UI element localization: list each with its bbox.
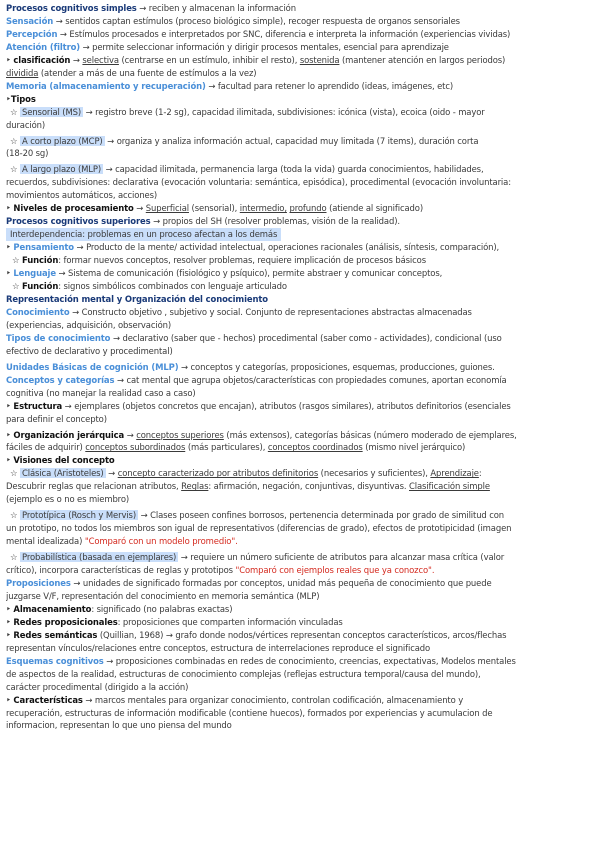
arrow-icon: →	[116, 374, 124, 385]
label-organizacion: Organización jerárquica	[13, 429, 125, 440]
text: Constructo objetivo , subjetivo y social. Conjunto de representaciones abstractas almacenadas	[81, 306, 472, 317]
text: sentidos captan estímulos (proceso biológico simple), recoger respuesta de organos sensoriales	[65, 15, 460, 26]
line-caracteristicas-cont	[6, 707, 594, 720]
line-probabilistica-cont	[6, 564, 594, 577]
arrow-icon: →	[85, 694, 93, 705]
text: efectivo de declarativo y procedimental)	[6, 345, 173, 356]
text: Producto de la mente/ actividad intelectual, operaciones racionales (análisis, síntesis, comparación),	[86, 242, 500, 253]
star-icon: ☆	[10, 468, 18, 479]
text: requiere un número suficiente de atributos para alcanzar masa crítica (valor	[190, 552, 505, 563]
label-almacenamiento: Almacenamiento	[13, 603, 92, 614]
line-interdependencia	[6, 228, 594, 241]
star-icon: ☆	[10, 106, 18, 117]
line-esquemas	[6, 655, 594, 668]
text: duración)	[6, 119, 46, 130]
text: (más extensos), categorías básicas (número moderado de ejemplares,	[226, 429, 517, 440]
quote-ejemplos-reales: "Comparó con ejemplos reales que ya conozco".	[235, 565, 435, 576]
term-conocimiento: Conocimiento	[6, 306, 70, 317]
label-visiones: Visiones del concepto	[13, 455, 115, 466]
line-percepcion	[6, 28, 594, 41]
bullet-icon: ‣	[6, 629, 11, 640]
label-funcion: Función	[22, 255, 59, 266]
term-lenguaje: Lenguaje	[13, 268, 56, 279]
arrow-icon: →	[105, 164, 113, 175]
bullet-icon: ‣	[6, 268, 11, 279]
text: : proposiciones que comparten información vinculadas	[117, 616, 343, 627]
line-esquemas-cont	[6, 668, 594, 681]
line-largo-cont2	[6, 189, 594, 202]
line-largo	[6, 163, 594, 176]
arrow-icon: →	[85, 106, 93, 117]
text: crítico), incorpora características de reglas y prototipos	[6, 565, 233, 576]
line-tipos	[6, 93, 594, 106]
line-organizacion-cont	[6, 441, 594, 454]
term-memoria: Memoria (almacenamiento y recuperación)	[6, 80, 206, 91]
arrow-icon: →	[73, 577, 81, 588]
line-conceptos-cont	[6, 387, 594, 400]
star-icon: ☆	[12, 281, 20, 292]
star-icon: ☆	[10, 552, 18, 563]
line-procesos-simples	[6, 2, 594, 15]
arrow-icon: →	[153, 216, 161, 227]
text: fáciles de adquirir)	[6, 442, 83, 453]
heading-representacion: Representación mental y Organización del conocimiento	[6, 293, 268, 304]
underlined-dividida: dividida	[6, 67, 39, 78]
term-unidades-basicas: Unidades Básicas de cognición (MLP)	[6, 361, 179, 372]
arrow-icon: →	[55, 15, 63, 26]
line-clasica-cont2	[6, 493, 594, 506]
label-funcion: Función	[22, 281, 59, 292]
line-esquemas-cont2	[6, 681, 594, 694]
underlined-superficial: Superficial	[145, 203, 189, 214]
bullet-icon: ‣	[6, 400, 11, 411]
text: facultad para retener lo aprendido (ideas, imágenes, etc)	[217, 80, 454, 91]
line-unidades	[6, 361, 594, 374]
text: declarativo (saber que - hechos) procedimental (saber como - actividades), condicional (uso	[122, 332, 502, 343]
line-conocimiento	[6, 306, 594, 319]
underlined-clasificacion-simple: Clasificación simple	[409, 481, 490, 492]
label-redes-semanticas: Redes semánticas	[13, 629, 98, 640]
underlined-selectiva: selectiva	[82, 54, 119, 65]
text: recuperación, estructuras de información modificable (contiene huecos), formados por experiencias y acumulacion de	[6, 707, 493, 718]
text: (atiende al significado)	[329, 203, 423, 214]
text: (experiencias, adquisición, observación)	[6, 319, 172, 330]
text: proposiciones combinadas en redes de conocimiento, creencias, expectativas, Modelos mentales	[115, 655, 516, 666]
arrow-icon: →	[112, 332, 120, 343]
bullet-icon: ‣	[6, 616, 11, 627]
text: (necesarios y suficientes),	[320, 468, 428, 479]
line-clasica	[6, 467, 594, 480]
label-redes-proposicionales: Redes proposicionales	[13, 616, 118, 627]
line-caracteristicas-cont2	[6, 719, 594, 732]
underlined-sostenida: sostenida	[299, 54, 340, 65]
label-niveles: Niveles de procesamiento	[13, 203, 134, 214]
underlined-reglas: Reglas	[181, 481, 209, 492]
line-redes-proposicionales	[6, 616, 594, 629]
bullet-icon: ‣	[6, 694, 11, 705]
arrow-icon: →	[108, 468, 116, 479]
term-probabilistica: Probabilística (basada en ejemplares)	[22, 552, 177, 563]
term-esquemas: Esquemas cognitivos	[6, 655, 104, 666]
arrow-icon: →	[106, 655, 114, 666]
text: Estímulos procesados e interpretados por SNC, diferencia e interpreta la información (experiencias vividas)	[69, 28, 511, 39]
text: cat mental que agrupa objetos/características con propiedades comunes, aportan economía	[126, 374, 507, 385]
heading-procesos-simples: Procesos cognitivos simples	[6, 3, 137, 13]
text: un prototipo, no todos los miembros son igual de representativos (diferencias de grado), efectos de prototipicidad (imagen	[6, 523, 512, 534]
label-estructura: Estructura	[13, 400, 63, 411]
text: Descubrir reglas que relacionan atributos,	[6, 481, 179, 492]
line-tipos-conocimiento	[6, 332, 594, 345]
bullet-icon: ‣	[6, 455, 11, 466]
star-icon: ☆	[10, 510, 18, 521]
line-clasificacion	[6, 54, 594, 67]
text: : formar nuevos conceptos, resolver problemas, requiere implicación de procesos básicos	[58, 255, 426, 266]
line-redes-semanticas-cont	[6, 642, 594, 655]
text: (mismo nivel jerárquico)	[365, 442, 466, 453]
term-percepcion: Percepción	[6, 28, 58, 39]
text: (18-20 sg)	[6, 148, 49, 159]
line-memoria	[6, 80, 594, 93]
line-funcion-2	[6, 280, 594, 293]
line-sensorial-cont	[6, 119, 594, 132]
arrow-icon: →	[59, 28, 67, 39]
text: informacion, representan lo que uno piensa del mundo	[6, 720, 232, 731]
underlined-conceptos-coordinados: conceptos coordinados	[267, 442, 363, 453]
arrow-icon: →	[82, 41, 90, 52]
text: permite seleccionar información y dirigir procesos mentales, esencial para aprendizaje	[92, 41, 449, 52]
label-caracteristicas: Características	[13, 694, 83, 705]
arrow-icon: →	[140, 510, 148, 521]
text: ejemplares (objetos concretos que encajan), atributos (rasgos similares), atributos definitorios (esenciales	[74, 400, 511, 411]
line-lenguaje	[6, 267, 594, 280]
underlined-profundo: profundo	[289, 203, 327, 214]
arrow-icon: →	[126, 429, 134, 440]
line-proposiciones	[6, 577, 594, 590]
text: marcos mentales para organizar conocimiento, controlan codificación, almacenamiento y	[94, 694, 464, 705]
quote-modelo-promedio: "Comparó con un modelo promedio".	[84, 536, 238, 547]
line-redes-semanticas	[6, 629, 594, 642]
line-clasica-cont	[6, 480, 594, 493]
line-representacion	[6, 293, 594, 306]
text: : afirmación, negación, conjuntivas, disyuntivas.	[208, 481, 407, 492]
arrow-icon: →	[208, 80, 216, 91]
underlined-concepto-caracterizado: concepto caracterizado por atributos definitorios	[117, 468, 319, 479]
text: representan vínculos/relaciones entre conceptos, estructura de interrelaciones reproduce el significado	[6, 642, 431, 653]
text: carácter procedimental (dirigido a la acción)	[6, 681, 189, 692]
line-estructura	[6, 400, 594, 413]
line-visiones	[6, 454, 594, 467]
term-atencion: Atención (filtro)	[6, 41, 81, 52]
star-icon: ☆	[10, 164, 18, 175]
underlined-conceptos-subordinados: conceptos subordinados	[85, 442, 186, 453]
arrow-icon: →	[72, 306, 80, 317]
text: (más particulares),	[187, 442, 266, 453]
line-sensacion	[6, 15, 594, 28]
text: reciben y almacenan la información	[148, 3, 296, 13]
text: (centrarse en un estímulo, inhibir el resto),	[121, 54, 298, 65]
text: propios del SH (resolver problemas, visión de la realidad).	[162, 216, 400, 227]
line-niveles	[6, 202, 594, 215]
text: (ejemplo es o no es miembro)	[6, 494, 130, 505]
line-prototipica-cont2	[6, 535, 594, 548]
term-tipos-conocimiento: Tipos de conocimiento	[6, 332, 111, 343]
underlined-conceptos-superiores: conceptos superiores	[136, 429, 224, 440]
text: :	[478, 468, 482, 479]
term-sensacion: Sensación	[6, 15, 54, 26]
bullet-icon: ‣	[6, 603, 11, 614]
arrow-icon: →	[76, 242, 84, 253]
text: registro breve (1-2 sg), capacidad ilimitada, subdivisiones: icónica (vista), ecoica (oido - mayor	[95, 106, 485, 117]
term-corto-plazo: A corto plazo (MCP)	[22, 135, 103, 146]
line-prototipica	[6, 509, 594, 522]
term-largo-plazo: A largo plazo (MLP)	[22, 164, 102, 175]
term-proposiciones: Proposiciones	[6, 577, 71, 588]
text: (mantener atención en largos periodos)	[341, 54, 506, 65]
label-tipos: Tipos	[10, 93, 36, 104]
star-icon: ☆	[10, 135, 18, 146]
text: juzgarse V/F, representación del conocimiento en memoria semántica (MLP)	[6, 590, 320, 601]
line-superiores	[6, 215, 594, 228]
star-icon: ☆	[12, 255, 20, 266]
text: : signos simbólicos combinados con lenguaje articulado	[58, 281, 287, 292]
text: : significado (no palabras exactas)	[91, 603, 233, 614]
line-corto-cont	[6, 147, 594, 160]
text: Sistema de comunicación (fisiológico y psíquico), permite abstraer y comunicar conceptos,	[68, 268, 443, 279]
text: cognitiva (no manejar la realidad caso a caso)	[6, 387, 196, 398]
line-atencion	[6, 41, 594, 54]
term-pensamiento: Pensamiento	[13, 242, 74, 253]
line-estructura-cont	[6, 413, 594, 426]
line-clasificacion-cont	[6, 67, 594, 80]
line-organizacion	[6, 429, 594, 442]
arrow-icon: →	[58, 268, 66, 279]
line-largo-cont	[6, 176, 594, 189]
term-prototipica: Prototípica (Rosch y Mervis)	[22, 510, 136, 521]
arrow-icon: →	[181, 361, 188, 372]
line-probabilistica	[6, 551, 594, 564]
bullet-icon: ‣	[6, 93, 11, 104]
heading-procesos-superiores: Procesos cognitivos superiores	[6, 216, 151, 227]
bullet-icon: ‣	[6, 242, 11, 253]
line-funcion-1	[6, 254, 594, 267]
arrow-icon: →	[107, 135, 115, 146]
underlined-intermedio: intermedio,	[239, 203, 287, 214]
text: unidades de significado formadas por conceptos, unidad más pequeña de conocimiento que puede	[82, 577, 492, 588]
label-clasificacion: clasificación	[13, 54, 71, 65]
term-conceptos: Conceptos y categorías	[6, 374, 115, 385]
text: (sensorial),	[191, 203, 238, 214]
bullet-icon: ‣	[6, 203, 11, 214]
line-conceptos	[6, 374, 594, 387]
text: recuerdos, subdivisiones: declarativa (evocación voluntaria: semántica, episódica), procedimental (evocación involuntaria:	[6, 177, 511, 188]
line-sensorial	[6, 106, 594, 119]
line-tipos-conocimiento-cont	[6, 345, 594, 358]
bullet-icon: ‣	[6, 429, 11, 440]
line-pensamiento	[6, 241, 594, 254]
line-proposiciones-cont	[6, 590, 594, 603]
text: (atender a más de una fuente de estímulos a la vez)	[40, 67, 257, 78]
line-almacenamiento	[6, 603, 594, 616]
arrow-icon: →	[136, 203, 144, 214]
text: de aspectos de la realidad, estructuras de conocimiento complejas (reflejas estructura temporal/causa del mundo),	[6, 668, 481, 679]
text: Clases poseen confines borrosos, pertenencia determinada por grado de similitud con	[150, 510, 505, 521]
underlined-aprendizaje: Aprendizaje	[430, 468, 479, 479]
highlight-interdependencia: Interdependencia: problemas en un proceso afectan a los demás	[6, 228, 281, 241]
arrow-icon: →	[64, 400, 72, 411]
text: capacidad ilimitada, permanencia larga (toda la vida) guarda conocimientos, habilidades,	[115, 164, 484, 175]
text: organiza y analiza información actual, capacidad muy limitada (7 items), duración corta	[116, 135, 479, 146]
text: mental idealizada)	[6, 536, 83, 547]
arrow-icon: →	[139, 3, 147, 13]
term-sensorial: Sensorial (MS)	[22, 106, 82, 117]
arrow-icon: →	[180, 552, 188, 563]
term-clasica: Clásica (Aristoteles)	[22, 468, 104, 479]
text: conceptos y categorías, proposiciones, esquemas, producciones, guiones.	[190, 361, 495, 372]
line-caracteristicas	[6, 694, 594, 707]
text: para definir el concepto)	[6, 413, 107, 424]
text: movimientos automáticos, acciones)	[6, 190, 158, 201]
text: (Quillian, 1968) → grafo donde nodos/vértices representan conceptos característicos, arcos/flechas	[99, 629, 507, 640]
line-conocimiento-cont	[6, 319, 594, 332]
line-corto	[6, 135, 594, 148]
bullet-icon: ‣	[6, 54, 11, 65]
arrow-icon: →	[72, 54, 80, 65]
line-prototipica-cont	[6, 522, 594, 535]
